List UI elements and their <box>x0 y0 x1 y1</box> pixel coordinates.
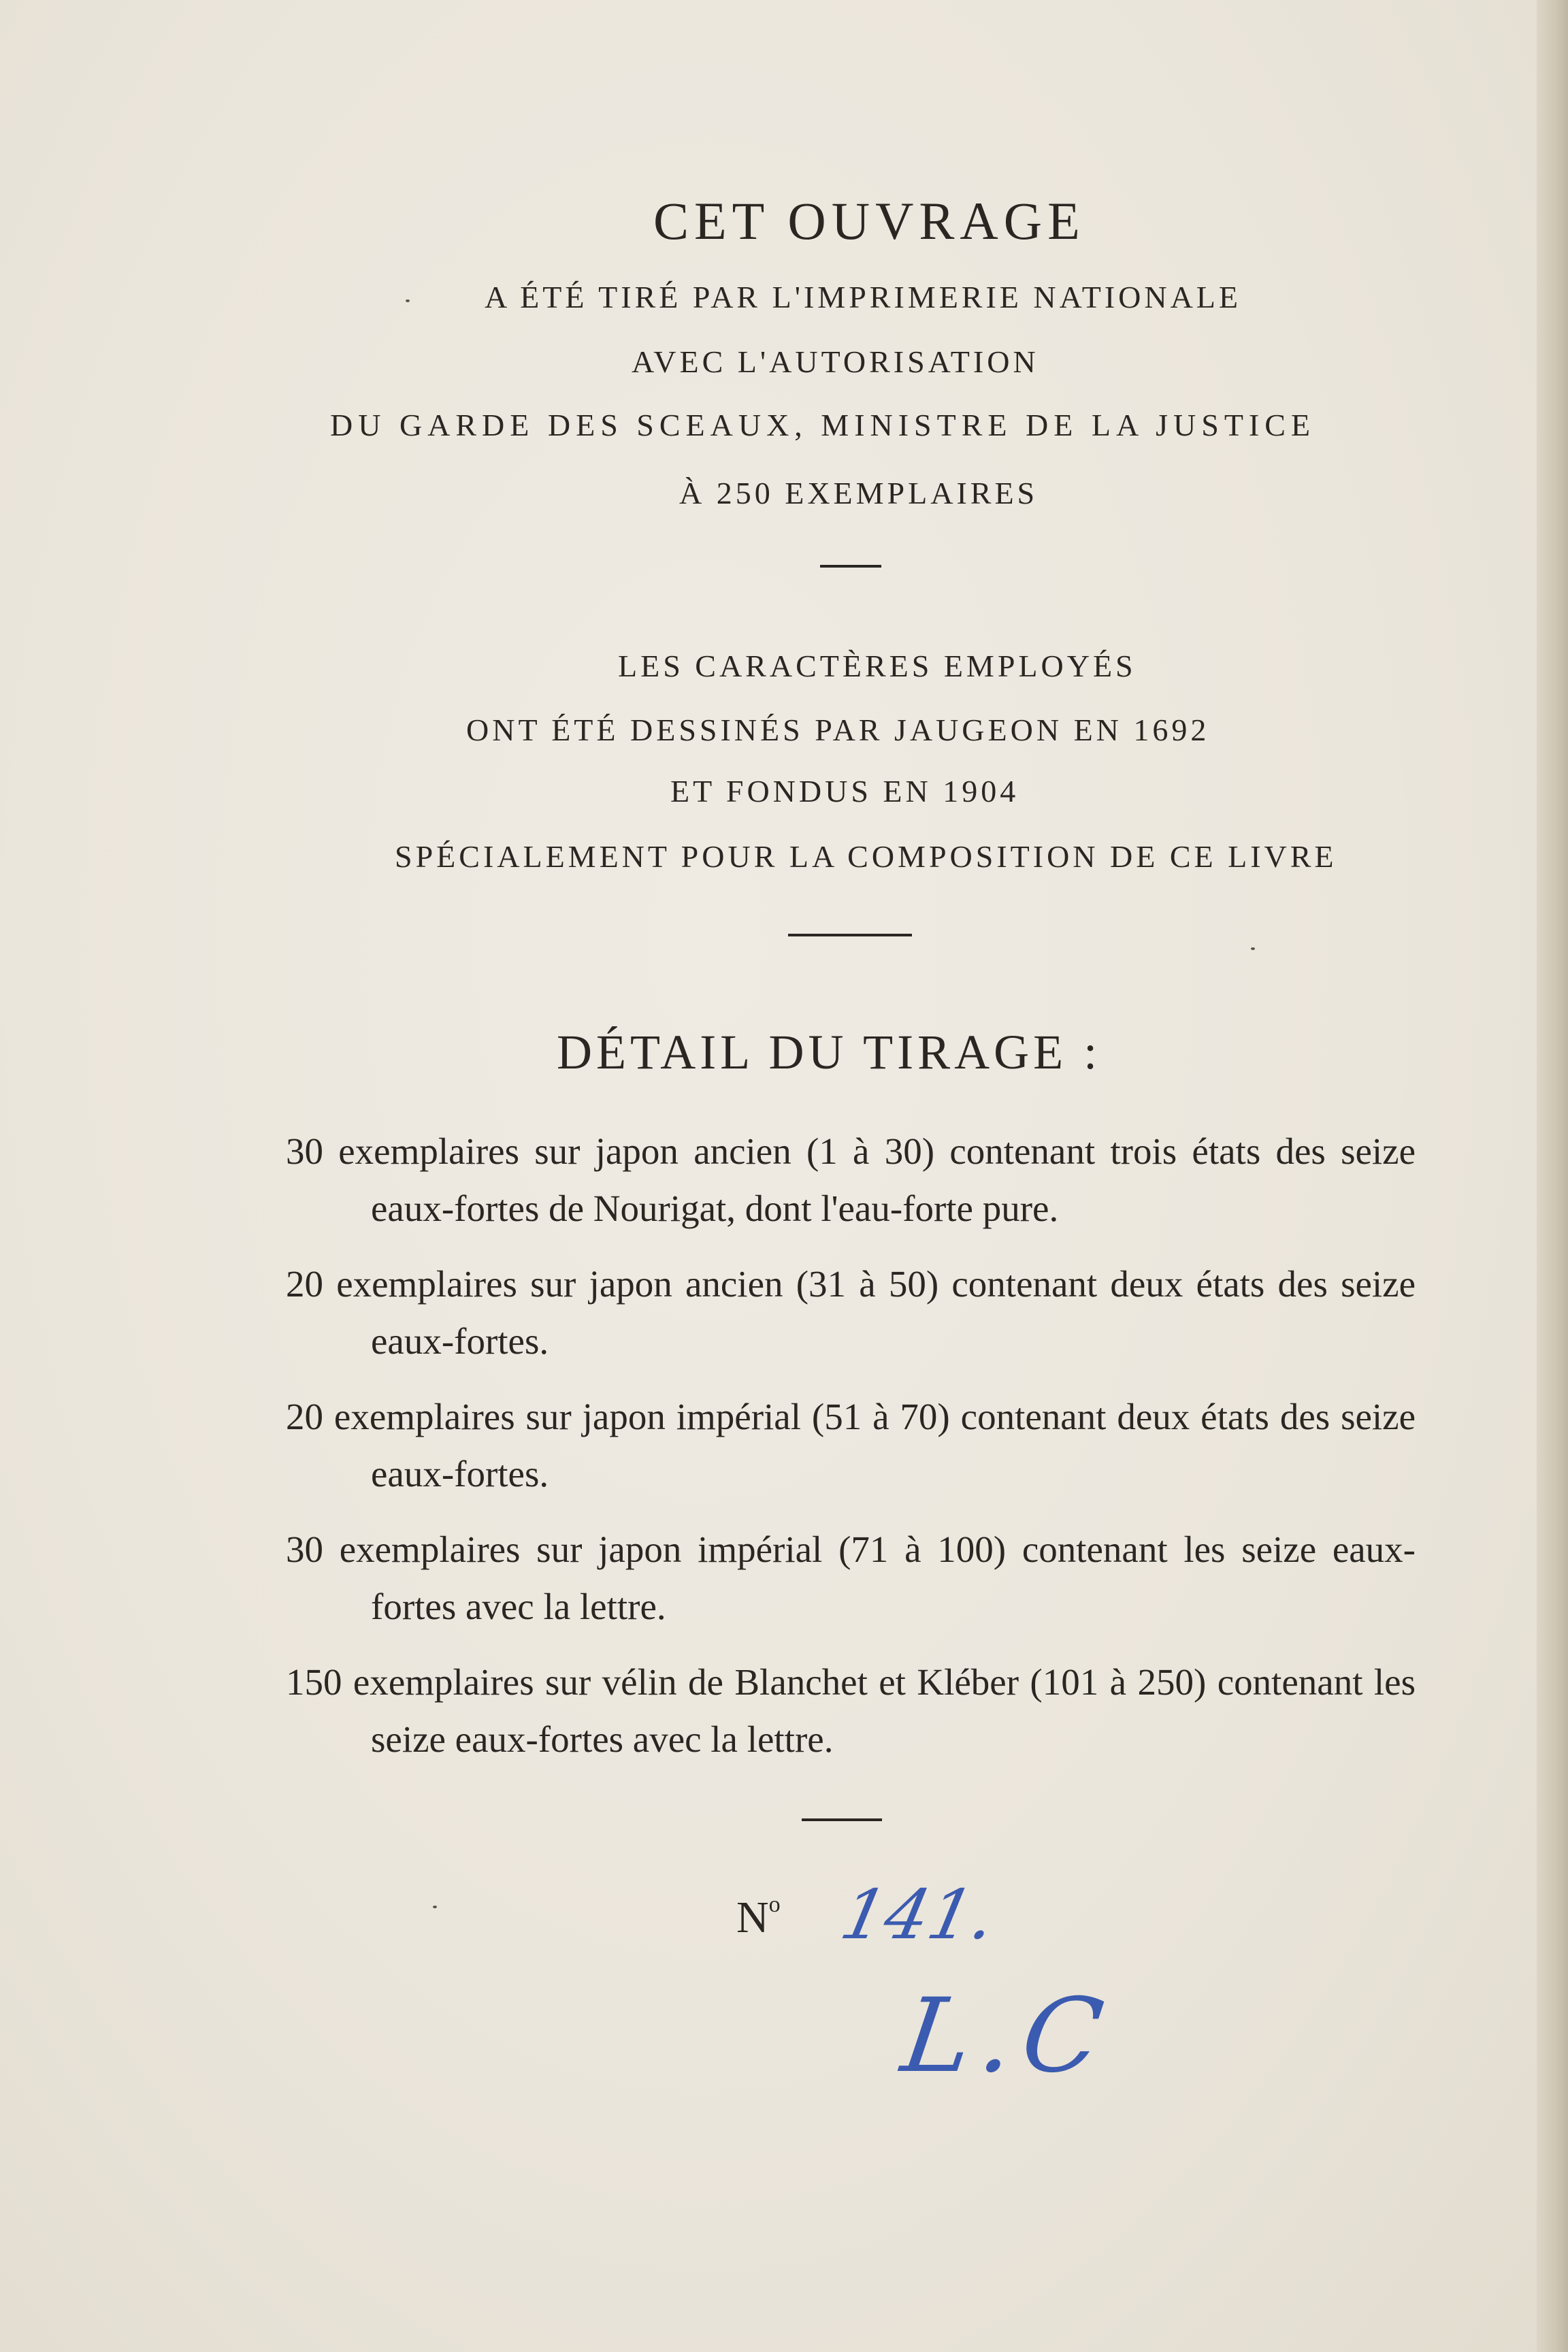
detail-heading: DÉTAIL DU TIRAGE : <box>557 1025 1102 1079</box>
typography-line-4: SPÉCIALEMENT POUR LA COMPOSITION DE CE LIVRE <box>395 839 1337 874</box>
detail-entry-text: 150 exemplaires sur vélin de Blanchet et Kléber (101 à 250) contenant les seize eaux-fortes avec la lettre. <box>286 1661 1416 1760</box>
numero-letter: N <box>736 1893 769 1942</box>
copy-number-label <box>736 1892 781 1944</box>
handwritten-initials: L.C <box>895 1977 1120 2095</box>
divider-rule-1 <box>820 565 881 568</box>
paper-speck <box>433 1906 437 1908</box>
divider-rule-2 <box>788 934 912 936</box>
paper-speck <box>1251 947 1255 950</box>
typography-line-3: ET FONDUS EN 1904 <box>670 774 1019 808</box>
detail-entry <box>286 1256 1416 1370</box>
typography-line-2: ONT ÉTÉ DESSINÉS PAR JAUGEON EN 1692 <box>466 713 1210 747</box>
detail-entry <box>286 1521 1416 1635</box>
detail-entry <box>286 1123 1416 1237</box>
divider-rule-3 <box>802 1818 882 1821</box>
detail-entry-text: 30 exemplaires sur japon ancien (1 à 30) contenant trois états des seize eaux-fortes de Nourigat, dont l'eau-forte pure. <box>286 1130 1416 1229</box>
page-edge <box>1537 0 1568 2352</box>
handwritten-copy-number: 141. <box>834 1875 1003 1955</box>
numero-suffix: o <box>768 1892 781 1917</box>
detail-entry-text: 30 exemplaires sur japon impérial (71 à 100) contenant les seize eaux-fortes avec la lettre. <box>286 1529 1416 1627</box>
colophon-title: CET OUVRAGE <box>653 191 1085 250</box>
colophon-line-3: DU GARDE DES SCEAUX, MINISTRE DE LA JUSTICE <box>330 408 1316 442</box>
detail-entry-text: 20 exemplaires sur japon ancien (31 à 50) contenant deux états des seize eaux-fortes. <box>286 1263 1416 1362</box>
colophon-line-4: À 250 EXEMPLAIRES <box>679 476 1039 510</box>
detail-entry-text: 20 exemplaires sur japon impérial (51 à 70) contenant deux états des seize eaux-fortes. <box>286 1396 1416 1494</box>
colophon-line-2: AVEC L'AUTORISATION <box>632 344 1039 379</box>
detail-entry <box>286 1388 1416 1503</box>
paper-speck <box>406 299 410 302</box>
typography-line-1: LES CARACTÈRES EMPLOYÉS <box>618 649 1137 683</box>
detail-entry <box>286 1654 1416 1768</box>
colophon-line-1: A ÉTÉ TIRÉ PAR L'IMPRIMERIE NATIONALE <box>485 280 1242 314</box>
